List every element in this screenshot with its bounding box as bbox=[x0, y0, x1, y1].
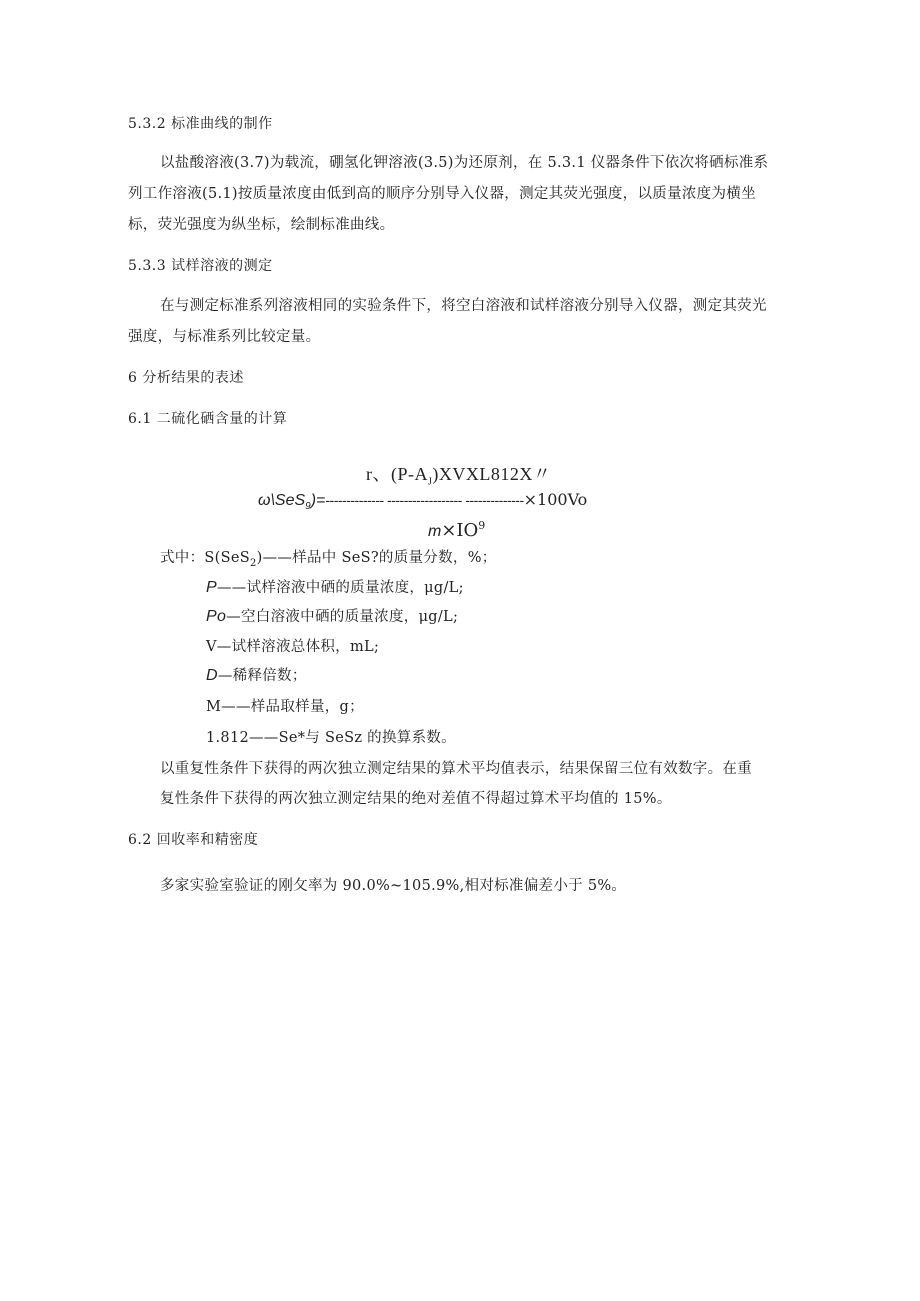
paragraph-line: 在与测定标准系列溶液相同的实验条件下，将空白溶液和试样溶液分别导入仪器，测定其荧光 bbox=[160, 298, 767, 314]
definition-po: Po—空白溶液中硒的质量浓度，μg/L; bbox=[206, 608, 459, 625]
formula-fraction-line bbox=[258, 490, 587, 517]
definition-v: V—试样溶液总体积，mL; bbox=[206, 639, 380, 655]
formula-numerator: r、$(P-A_J)XVXL812X$〃 bbox=[366, 464, 552, 488]
definition-d: D—稀释倍数； bbox=[206, 667, 307, 684]
paragraph-line: 标，荧光强度为纵坐标，绘制标准曲线。 bbox=[128, 217, 395, 233]
paragraph-line: 以盐酸溶液(3.7)为载流，硼氢化钾溶液(3.5)为还原剂，在 5.3.1 仪器条件下依次将硒标准系 bbox=[160, 155, 769, 171]
formula-lhs: ω\SeS$_9$)= bbox=[258, 492, 326, 513]
definition-p: P——试样溶液中硒的质量浓度，μg/L; bbox=[206, 579, 464, 596]
definition-m: M——样品取样量，g； bbox=[206, 699, 364, 715]
formula-denominator: $m\times IO^9$ bbox=[428, 519, 486, 541]
paragraph-line: 列工作溶液(5.1)按质量浓度由低到高的顺序分别导入仪器，测定其荧光强度，以质量浓度为横坐 bbox=[128, 186, 756, 202]
section-heading-6-2: 6.2 回收率和精密度 bbox=[128, 832, 259, 848]
formula-dashes: -------------- ------------------ -------------- bbox=[325, 492, 524, 508]
paragraph-line: 复性条件下获得的两次独立测定结果的绝对差值不得超过算术平均值的 15%。 bbox=[160, 791, 672, 807]
section-heading-5-3-3: 5.3.3 试样溶液的测定 bbox=[128, 258, 273, 274]
definition-constant: 1.812——Se*与 SeSz 的换算系数。 bbox=[206, 730, 456, 746]
section-heading-5-3-2: 5.3.2 标准曲线的制作 bbox=[128, 116, 273, 132]
paragraph-line: 多家实验室验证的刚攵率为 90.0%~105.9%,相对标准偏差小于 5%。 bbox=[160, 878, 627, 894]
paragraph-line: 以重复性条件下获得的两次独立测定结果的算术平均值表示，结果保留三位有效数字。在重 bbox=[160, 761, 752, 777]
definition-intro: 式中：S(SeS$_2$)——样品中 SeS?的质量分数，%； bbox=[160, 550, 497, 569]
formula-rhs: ×100Vo bbox=[523, 490, 588, 509]
paragraph-line: 强度，与标准系列比较定量。 bbox=[128, 329, 321, 345]
section-heading-6: 6 分析结果的表述 bbox=[128, 370, 244, 386]
section-heading-6-1: 6.1 二硫化硒含量的计算 bbox=[128, 411, 288, 427]
